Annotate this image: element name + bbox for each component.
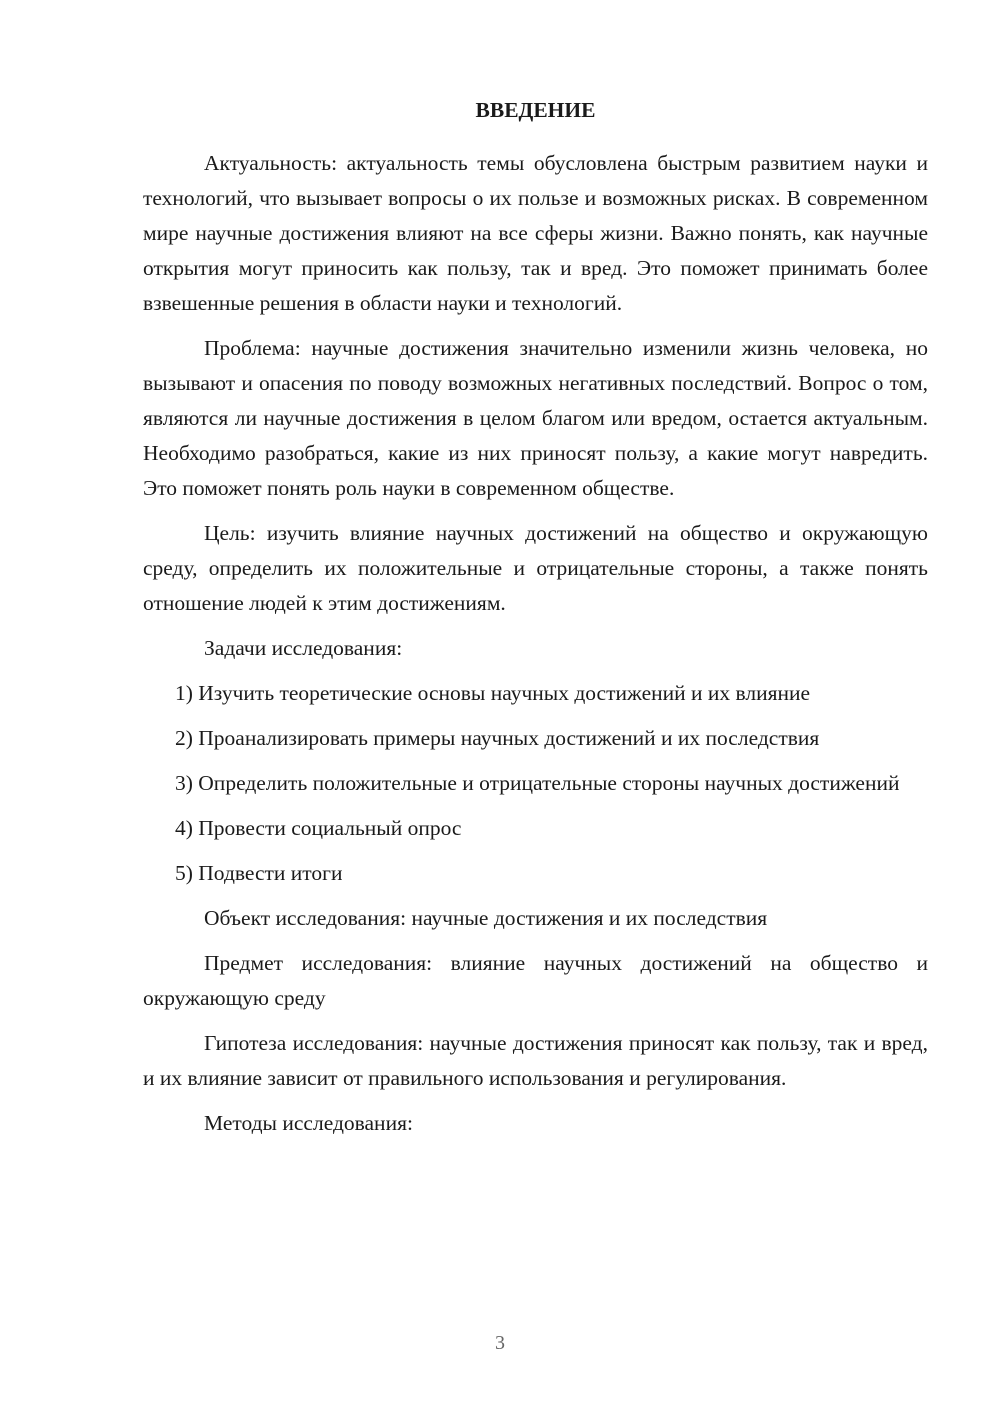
paragraph-subject: Предмет исследования: влияние научных достижений на общество и окружающую среду bbox=[143, 951, 928, 1010]
paragraph-goal: Цель: изучить влияние научных достижений на общество и окружающую среду, определить их положительные и отрицательные стороны, а также понять отношение людей к этим достижениям. bbox=[143, 521, 928, 615]
paragraph-tasks-heading: Задачи исследования: bbox=[204, 636, 403, 660]
task-item-3: 3) Определить положительные и отрицательные стороны научных достижений bbox=[175, 771, 900, 795]
paragraph-hypothesis: Гипотеза исследования: научные достижения приносят как пользу, так и вред, и их влияние зависит от правильного использования и регулирования. bbox=[143, 1031, 928, 1090]
paragraph-methods: Методы исследования: bbox=[204, 1111, 413, 1135]
document-page bbox=[143, 92, 928, 1151]
task-item-2: 2) Проанализировать примеры научных достижений и их последствия bbox=[175, 726, 820, 750]
page-number: 3 bbox=[495, 1332, 505, 1354]
section-title: ВВЕДЕНИЕ bbox=[475, 98, 596, 122]
task-item-5: 5) Подвести итоги bbox=[175, 861, 343, 885]
paragraph-relevance: Актуальность: актуальность темы обусловлена быстрым развитием науки и технологий, что вызывает вопросы о их пользе и возможных рисках. В современном мире научные достижения влияют на все сферы жизни. Важно понять, как научные открытия могут приносить как пользу, так и вред. Это поможет принимать более взвешенные решения в области науки и технологий. bbox=[143, 151, 928, 315]
paragraph-problem: Проблема: научные достижения значительно изменили жизнь человека, но вызывают и опасения по поводу возможных негативных последствий. Вопрос о том, являются ли научные достижения в целом благом или вредом, остается актуальным. Необходимо разобраться, какие из них приносят пользу, а какие могут навредить. Это поможет понять роль науки в современном обществе. bbox=[143, 336, 928, 500]
task-item-1: 1) Изучить теоретические основы научных достижений и их влияние bbox=[175, 681, 811, 705]
paragraph-object: Объект исследования: научные достижения и их последствия bbox=[204, 906, 768, 930]
task-item-4: 4) Провести социальный опрос bbox=[175, 816, 462, 840]
